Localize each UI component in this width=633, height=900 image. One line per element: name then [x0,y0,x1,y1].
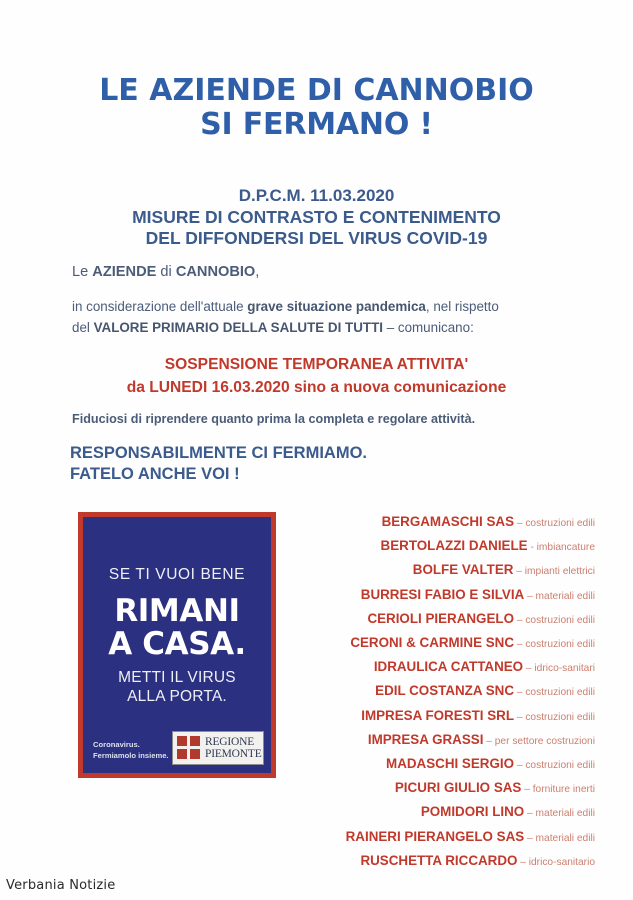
company-legal-form: SRL [487,707,515,723]
company-list-item [295,827,595,851]
campaign-footer-line-1: Coronavirus. [93,740,140,749]
company-name: MADASCHI SERGIO [386,756,515,772]
suspension-line-2: da LUNEDI 16.03.2020 sino a nuova comunicazione [126,378,507,396]
campaign-headline [83,595,271,661]
company-activity: – forniture inerti [521,784,595,796]
company-name: BERGAMASCHI SAS [381,514,515,529]
company-activity: – costruzioni edili [514,518,595,529]
company-list-item [295,657,595,681]
suspension-notice [0,354,633,399]
watermark: Verbania Notizie [6,878,116,893]
company-name: PICURI GIULIO [394,780,494,796]
campaign-poster [78,512,276,778]
responsabilmente-line-2: FATELO ANCHE VOI ! [70,465,240,484]
company-name: BERTOLAZZI DANIELE [380,538,528,554]
company-activity: - imbiancature [527,542,595,554]
body-paragraph-1 [72,297,572,318]
company-name: RAINERI PIERANGELO [345,828,497,844]
decree-reference: D.P.C.M. 11.03.2020 [238,186,395,205]
company-list-item [295,754,595,778]
company-list [295,512,595,875]
company-legal-form: SAS [493,780,522,796]
para2-text-2: – comunicano: [382,319,474,335]
campaign-top-line: SE TI VUOI BENE [108,566,246,583]
company-activity: – impianti elettrici [513,566,595,578]
campaign-subline [83,669,271,706]
responsabilmente-block [70,443,367,485]
campaign-subline-1: METTI IL VIRUS [118,669,236,686]
company-list-item [295,585,595,609]
body-copy [72,262,572,338]
company-activity: – costruzioni edili [514,639,595,651]
page-title [0,74,633,141]
company-list-item [295,730,595,754]
headline-line-2: SI FERMANO ! [200,106,433,142]
para2-text-1: del [72,319,94,335]
company-activity: – idrico-sanitario [517,856,595,868]
body-paragraph-2 [72,318,572,339]
regione-piemonte-logo-text [205,736,262,760]
para2-bold-valore: VALORE PRIMARIO DELLA SALUTE DI TUTTI [93,319,383,335]
company-list-item [295,560,595,584]
lead-bold-cannobio: CANNOBIO [175,264,256,280]
company-activity: – materiali edili [524,832,595,844]
logo-line-2: PIEMONTE [205,748,262,760]
lead-text-3: , [255,264,260,280]
company-activity: – materiali edili [524,590,595,602]
body-lead [72,262,572,284]
company-activity: – costruzioni edili [514,687,595,699]
company-list-item [295,609,595,633]
campaign-footer-line-2: Fermiamolo insieme. [93,751,169,760]
campaign-headline-line-1: RIMANI [114,593,240,629]
company-name: CERONI & CARMINE [350,635,486,651]
company-name: CERIOLI PIERANGELO [367,610,515,626]
decree-subtitle [0,186,633,249]
fiduciosi-line: Fiduciosi di riprendere quanto prima la completa e regolare attività. [72,412,476,426]
company-legal-form: SNC [485,635,515,651]
company-activity: – costruzioni edili [514,711,595,723]
company-activity: – costruzioni edili [514,614,595,626]
company-list-item [295,633,595,657]
company-name: BOLFE VALTER [412,562,514,578]
company-list-item [295,681,595,705]
company-activity: – per settore costruzioni [483,735,595,747]
decree-line-2: MISURE DI CONTRASTO E CONTENIMENTO [132,206,501,227]
company-list-item [295,778,595,802]
company-activity: – materiali edili [524,808,595,820]
para1-text-2: , nel rispetto [425,298,499,314]
campaign-subline-2: ALLA PORTA. [127,687,227,705]
campaign-poster-inner [83,517,271,773]
lead-text-2: di [156,264,176,280]
lead-bold-aziende: AZIENDE [92,264,157,280]
company-name: IDRAULICA CATTANEO [373,659,524,675]
decree-line-3: DEL DIFFONDERSI DEL VIRUS COVID-19 [145,228,488,249]
company-name: IMPRESA FORESTI [361,707,488,723]
logo-line-1: REGIONE [205,735,255,748]
piedmont-cross-icon [176,735,202,761]
company-activity: – costruzioni edili [514,760,595,772]
company-list-item [295,802,595,826]
regione-piemonte-logo [172,731,264,765]
company-name: BURRESI FABIO E SILVIA [360,586,525,602]
company-name: EDIL COSTANZA SNC [375,683,515,699]
lead-text-1: Le [72,264,93,280]
company-list-item [295,706,595,730]
company-name: IMPRESA GRASSI [367,731,484,747]
company-activity: – idrico-sanitari [523,663,595,675]
company-legal-form: SAS [496,828,525,844]
para1-text-1: in considerazione dell'attuale [72,298,248,314]
para1-bold-pandemica: grave situazione pandemica [247,298,426,314]
responsabilmente-line-1: RESPONSABILMENTE CI FERMIAMO. [70,444,368,462]
company-name: POMIDORI LINO [420,804,525,820]
company-name: RUSCHETTA RICCARDO [360,852,518,868]
company-list-item [295,512,595,536]
headline-line-1: LE AZIENDE DI CANNOBIO [99,73,534,108]
suspension-line-1: SOSPENSIONE TEMPORANEA ATTIVITA' [164,356,469,373]
company-list-item [295,851,595,875]
company-list-item [295,536,595,560]
campaign-footer [93,739,169,761]
campaign-headline-line-2: A CASA. [108,625,246,662]
